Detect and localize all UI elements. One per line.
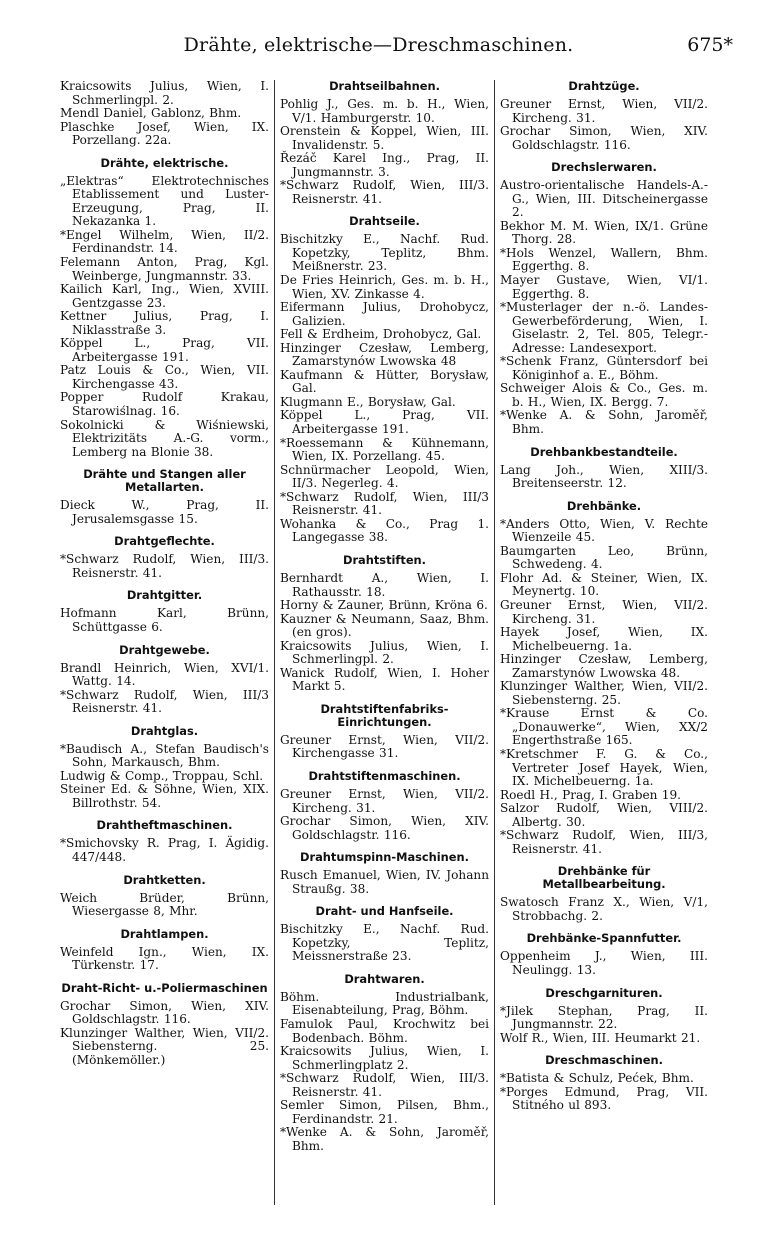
section-heading: Drahtstiften. [342, 552, 426, 567]
directory-entry: Steiner Ed. & Söhne, Wien, XIX. Billrothstr. 54. [60, 782, 269, 810]
section-heading: Drehbänke-Spannfutter. [526, 931, 682, 946]
section-heading: Drahtstiftenmaschinen. [308, 768, 461, 783]
directory-entry: Baumgarten Leo, Brünn, Schwedeng. 4. [500, 543, 708, 572]
directory-entry: Swatosch Franz X., Wien, V/1, Strobbachg. 2. [500, 895, 708, 923]
directory-entry: Dieck W., Prag, II. Jerusalemsgasse 15. [60, 498, 269, 526]
directory-entry: Sokolnicki & Wiśniewski, Elektrizitäts A.-G. vorm., Lemberg na Blonie 38. [60, 417, 269, 459]
directory-entry: *Kretschmer F. G. & Co., Vertreter Josef Hayek, Wien, IX. Michelbeuerng. 1a. [500, 746, 708, 789]
directory-entry: De Fries Heinrich, Ges. m. b. H., Wien, XV. Zinkasse 4. [280, 273, 489, 301]
directory-entry: Mendl Daniel, Gablonz, Bhm. [60, 106, 242, 121]
section-heading: Drahtseilbahnen. [329, 80, 440, 93]
page-number: 675* [687, 34, 733, 56]
directory-entry: Hayek Josef, Wien, IX. Michelbeuerng. 1a. [500, 625, 708, 653]
directory-entry: Bischitzky E., Nachf. Rud. Kopetzky, Teplitz, Meissnerstraße 23. [280, 922, 489, 964]
directory-entry: „Elektras“ Elektrotechnisches Etablissement und Luster-Erzeugung, Prag, II. Nekazanka 1. [60, 173, 269, 229]
column-2 [280, 80, 489, 1205]
directory-entry: Ludwig & Comp., Troppau, Schl. [60, 768, 264, 783]
section-heading: Drahtgeflechte. [114, 534, 215, 549]
directory-entry: Bekhor M. M. Wien, IX/1. Grüne Thorg. 28. [500, 218, 708, 247]
directory-entry: Köppel L., Prag, VII. Arbeitergasse 191. [280, 408, 489, 437]
directory-entry: Böhm. Industrialbank, Eisenabteilung, Prag, Böhm. [280, 989, 489, 1018]
directory-entry: Hinzinger Czesław, Lemberg, Zamarstynów Lwowska 48 [280, 340, 489, 369]
section-heading: Drahtgewebe. [119, 642, 210, 657]
directory-entry: Bernhardt A., Wien, I. Rathausstr. 18. [280, 570, 489, 599]
directory-entry: Grochar Simon, Wien, XIV. Goldschlagstr. 116. [280, 814, 489, 842]
directory-entry: Kailich Karl, Ing., Wien, XVIII. Gentzgasse 23. [60, 282, 269, 310]
directory-entry: Weich Brüder, Brünn, Wiesergasse 8, Mhr. [60, 890, 269, 919]
section-heading: Drahtstiftenfabriks-Einrichtungen. [320, 701, 449, 729]
directory-entry: Felemann Anton, Prag, Kgl. Weinberge, Jungmannstr. 33. [60, 255, 269, 283]
section-heading: Drahtumspinn-Maschinen. [300, 850, 469, 865]
directory-entry: *Anders Otto, Wien, V. Rechte Wienzeile 45. [500, 516, 708, 545]
column-3 [500, 80, 708, 1205]
directory-entry: Horny & Zauner, Brünn, Kröna 6. [280, 598, 488, 613]
directory-entry: Salzor Rudolf, Wien, VIII/2. Albertg. 30. [500, 801, 708, 829]
section-heading: Drahtseile. [349, 214, 420, 229]
directory-entry: *Wenke A. & Sohn, Jaroměř, Bhm. [280, 1125, 489, 1153]
directory-entry: Brandl Heinrich, Wien, XVI/1. Wattg. 14. [60, 660, 269, 689]
section-heading: Drähte und Stangen aller Metallarten. [83, 467, 246, 495]
page-header [0, 34, 757, 58]
directory-entry: Eifermann Julius, Drohobycz, Galizien. [280, 300, 489, 328]
directory-entry: Famulok Paul, Krochwitz bei Bodenbach. Böhm. [280, 1016, 489, 1045]
directory-entry: *Porges Edmund, Prag, VII. Stitného ul 893. [500, 1084, 708, 1113]
section-heading: Drahtzüge. [568, 80, 640, 93]
directory-entry: Klugmann E., Borysław, Gal. [280, 394, 456, 409]
section-heading: Drehbänke für Metallbearbeitung. [542, 864, 666, 892]
section-heading: Dreschgarnituren. [545, 985, 663, 1000]
section-heading: Draht- und Hanfseile. [315, 904, 454, 919]
page-title: Drähte, elektrische—Dreschmaschinen. [183, 34, 574, 56]
directory-entry: Popper Rudolf Krakau, Starowiślnag. 16. [60, 390, 269, 419]
section-heading: Drahtgitter. [126, 588, 203, 603]
directory-entry: Rusch Emanuel, Wien, IV. Johann Straußg. 38. [280, 868, 489, 896]
directory-entry: Grochar Simon, Wien, XIV. Goldschlagstr. 116. [60, 998, 269, 1027]
directory-entry: *Schenk Franz, Güntersdorf bei Königinhof a. E., Böhm. [500, 354, 708, 382]
directory-entry: *Schwarz Rudolf, Wien, III/3. Reisnerstr. 41. [60, 552, 269, 580]
directory-entry: Kauzner & Neumann, Saaz, Bhm. (en gros). [280, 611, 489, 640]
directory-entry: Greuner Ernst, Wien, VII/2. Kircheng. 31. [500, 597, 708, 626]
directory-entry: Hofmann Karl, Brünn, Schüttgasse 6. [60, 606, 269, 634]
directory-entry: Pohlig J., Ges. m. b. H., Wien, V/1. Hamburgerstr. 10. [280, 97, 489, 125]
directory-entry: Kraicsowits Julius, Wien, I. Schmerlingpl. 2. [280, 638, 489, 667]
directory-entry: Mayer Gustave, Wien, VI/1. Eggerthg. 8. [500, 273, 708, 301]
directory-entry: Greuner Ernst, Wien, VII/2. Kircheng. 31. [500, 97, 708, 125]
directory-entry: Kraicsowits Julius, Wien, I. Schmerlingplatz 2. [280, 1044, 489, 1072]
section-heading: Drehbänke. [566, 498, 642, 513]
directory-entry: Flohr Ad. & Steiner, Wien, IX. Meynertg. 10. [500, 570, 708, 599]
directory-entry: Řezáč Karel Ing., Prag, II. Jungmannstr. 3. [280, 151, 489, 179]
directory-entry: *Batista & Schulz, Pećek, Bhm. [500, 1071, 694, 1086]
directory-entry: Klunzinger Walther, Wien, VII/2. Siebensterng. 25. (Mönkemöller.) [60, 1025, 269, 1067]
directory-entry: Fell & Erdheim, Drohobycz, Gal. [280, 327, 482, 342]
directory-entry: *Musterlager der n.-ö. Landes-Gewerbeförderung, Wien, I. Giselastr. 2, Tel. 805, Telegr.-Adresse: Landesexport. [500, 300, 708, 355]
directory-entry: Orenstein & Koppel, Wien, III. Invalidenstr. 5. [280, 124, 489, 152]
directory-entry: Greuner Ernst, Wien, VII/2. Kircheng. 31. [280, 786, 489, 815]
directory-entry: Wanick Rudolf, Wien, I. Hoher Markt 5. [280, 665, 489, 694]
section-heading: Drahtheftmaschinen. [96, 818, 233, 833]
directory-entry: Lang Joh., Wien, XIII/3. Breitenseerstr. 12. [500, 462, 708, 491]
directory-entry: Grochar Simon, Wien, XIV. Goldschlagstr. 116. [500, 124, 708, 152]
column-divider [494, 80, 495, 1205]
directory-entry: Patz Louis & Co., Wien, VII. Kirchengasse 43. [60, 363, 269, 391]
directory-entry: *Jilek Stephan, Prag, II. Jungmannstr. 22. [500, 1003, 708, 1032]
directory-entry: Kaufmann & Hütter, Borysław, Gal. [280, 367, 489, 396]
section-heading: Drechslerwaren. [551, 160, 657, 175]
directory-entry: Roedl H., Prag, I. Graben 19. [500, 787, 682, 802]
directory-entry: Schweiger Alois & Co., Ges. m. b. H., Wien, IX. Bergg. 7. [500, 381, 708, 409]
directory-entry: Weinfeld Ign., Wien, IX. Türkenstr. 17. [60, 944, 269, 973]
directory-entry: Kraicsowits Julius, Wien, I. Schmerlingpl. 2. [60, 80, 269, 107]
section-heading: Dreschmaschinen. [545, 1053, 663, 1068]
directory-entry: Austro-orientalische Handels-A.-G., Wien, III. Ditscheinergasse 2. [500, 178, 708, 220]
directory-entry: *Smichovsky R. Prag, I. Ägidig. 447/448. [60, 836, 269, 864]
directory-entry: Wolf R., Wien, III. Heumarkt 21. [500, 1030, 701, 1045]
column-1 [60, 80, 269, 1205]
directory-entry: *Baudisch A., Stefan Baudisch's Sohn, Markausch, Bhm. [60, 741, 269, 770]
column-divider [274, 80, 275, 1205]
section-heading: Drahtwaren. [344, 971, 425, 986]
directory-entry: *Engel Wilhelm, Wien, II/2. Ferdinandstr. 14. [60, 227, 269, 256]
directory-entry: Greuner Ernst, Wien, VII/2. Kirchengasse 31. [280, 732, 489, 761]
section-heading: Draht-Richt- u.-Poliermaschinen [61, 980, 268, 995]
section-heading: Drahtglas. [130, 723, 199, 738]
directory-entry: *Roessemann & Kühnemann, Wien, IX. Porzellang. 45. [280, 435, 489, 464]
directory-entry: *Schwarz Rudolf, Wien, III/3 Reisnerstr. 41. [280, 489, 489, 518]
directory-entry: *Schwarz Rudolf, Wien, III/3. Reisnerstr. 41. [280, 1071, 489, 1099]
directory-entry: *Krause Ernst & Co. „Donauwerke“, Wien, XX/2 Engerthstraße 165. [500, 706, 708, 748]
section-heading: Drähte, elektrische. [100, 155, 229, 170]
directory-entry: Schnürmacher Leopold, Wien, II/3. Negerleg. 4. [280, 462, 489, 491]
directory-entry: Kettner Julius, Prag, I. Niklasstraße 3. [60, 309, 269, 337]
directory-entry: *Schwarz Rudolf, Wien, III/3 Reisnerstr. 41. [60, 687, 269, 716]
section-heading: Drahtlampen. [120, 926, 209, 941]
directory-entry: Hinzinger Czesław, Lemberg, Zamarstynów Lwowska 48. [500, 652, 708, 680]
directory-entry: *Wenke A. & Sohn, Jaroměř, Bhm. [500, 408, 708, 437]
directory-entry: Bischitzky E., Nachf. Rud. Kopetzky, Teplitz, Bhm. Meißnerstr. 23. [280, 232, 489, 274]
directory-entry: *Schwarz Rudolf, Wien, III/3, Reisnerstr. 41. [500, 828, 708, 856]
section-heading: Drehbankbestandteile. [530, 444, 678, 459]
directory-entry: Plaschke Josef, Wien, IX. Porzellang. 22a. [60, 119, 269, 148]
directory-entry: Köppel L., Prag, VII. Arbeitergasse 191. [60, 336, 269, 364]
directory-entry: Semler Simon, Pilsen, Bhm., Ferdinandstr. 21. [280, 1098, 489, 1126]
directory-entry: *Hols Wenzel, Wallern, Bhm. Eggerthg. 8. [500, 245, 708, 274]
directory-entry: Oppenheim J., Wien, III. Neulingg. 13. [500, 949, 708, 977]
directory-entry: Wohanka & Co., Prag 1. Langegasse 38. [280, 516, 489, 545]
directory-entry: Klunzinger Walther, Wien, VII/2. Siebensterng. 25. [500, 679, 708, 707]
directory-entry: *Schwarz Rudolf, Wien, III/3. Reisnerstr. 41. [280, 178, 489, 206]
section-heading: Drahtketten. [123, 872, 206, 887]
